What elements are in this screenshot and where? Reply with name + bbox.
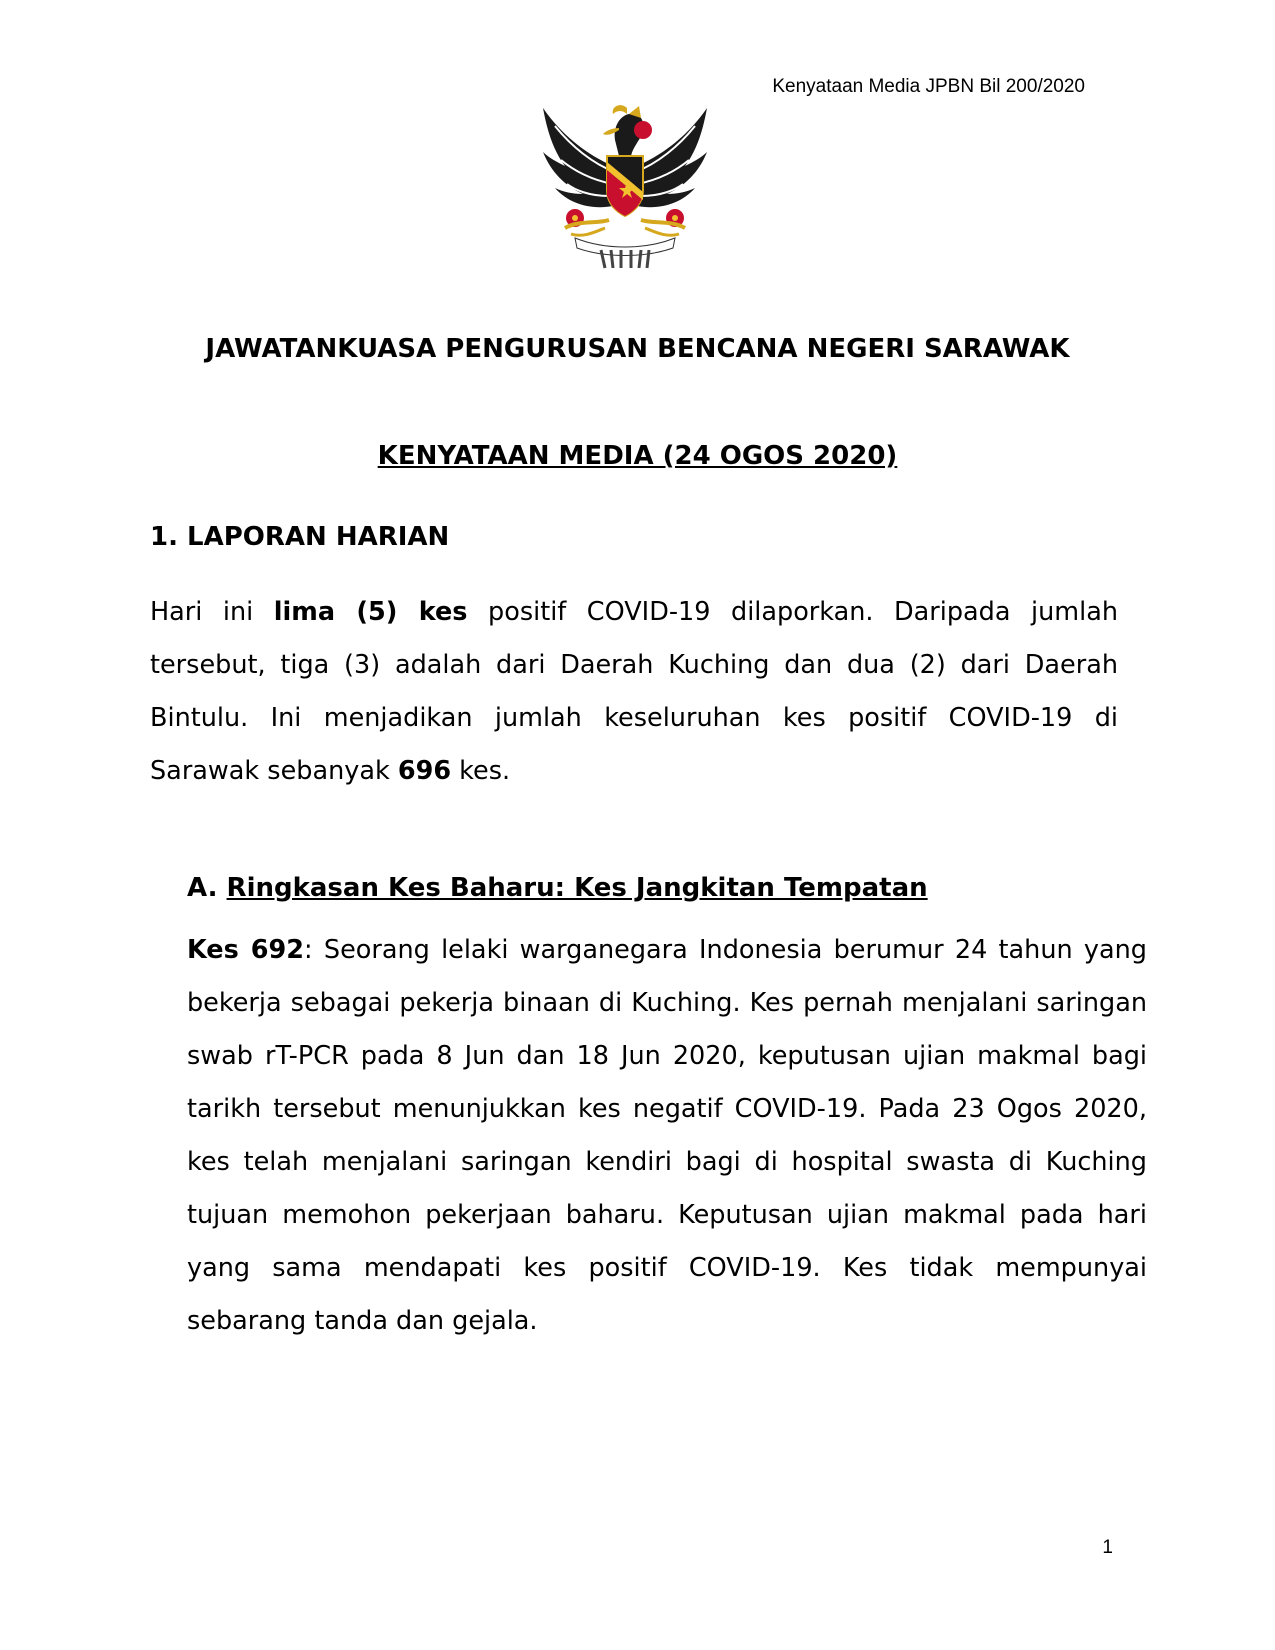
sarawak-crest-logo	[535, 100, 715, 270]
daily-report-paragraph	[150, 586, 1118, 798]
new-cases-count: lima (5) kes	[273, 597, 468, 627]
total-cases-count: 696	[397, 756, 452, 786]
paragraph-text: positif COVID-19 dilaporkan. Daripada jumlah tersebut, tiga (3) adalah dari Daerah Kuching dan dua (2) dari Daerah Bintulu. Ini menjadikan jumlah keseluruhan kes positif COVID-19 di Sarawak sebanyak	[150, 597, 1118, 786]
page-number: 1	[1102, 1537, 1113, 1558]
case-summary-paragraph	[187, 924, 1147, 1348]
subsection-title: Ringkasan Kes Baharu: Kes Jangkitan Tempatan	[226, 873, 928, 903]
subsection-heading	[187, 873, 928, 903]
section-heading-laporan-harian: 1. LAPORAN HARIAN	[150, 522, 450, 552]
paragraph-text: kes.	[451, 756, 511, 786]
case-description: : Seorang lelaki warganegara Indonesia berumur 24 tahun yang bekerja sebagai pekerja binaan di Kuching. Kes pernah menjalani saringan swab rT-PCR pada 8 Jun dan 18 Jun 2020, keputusan ujian makmal bagi tarikh tersebut menunjukkan kes negatif COVID-19. Pada 23 Ogos 2020, kes telah menjalani saringan kendiri bagi di hospital swasta di Kuching tujuan memohon pekerjaan baharu. Keputusan ujian makmal pada hari yang sama mendapati kes positif COVID-19. Kes tidak mempunyai sebarang tanda dan gejala.	[187, 935, 1147, 1336]
paragraph-text: Hari ini	[150, 597, 274, 627]
statement-title: KENYATAAN MEDIA (24 OGOS 2020)	[377, 441, 898, 471]
subsection-prefix: A.	[187, 873, 227, 903]
case-label: Kes 692	[187, 935, 305, 965]
organization-title: JAWATANKUASA PENGURUSAN BENCANA NEGERI SARAWAK	[205, 334, 1070, 364]
document-reference: Kenyataan Media JPBN Bil 200/2020	[772, 76, 1085, 97]
